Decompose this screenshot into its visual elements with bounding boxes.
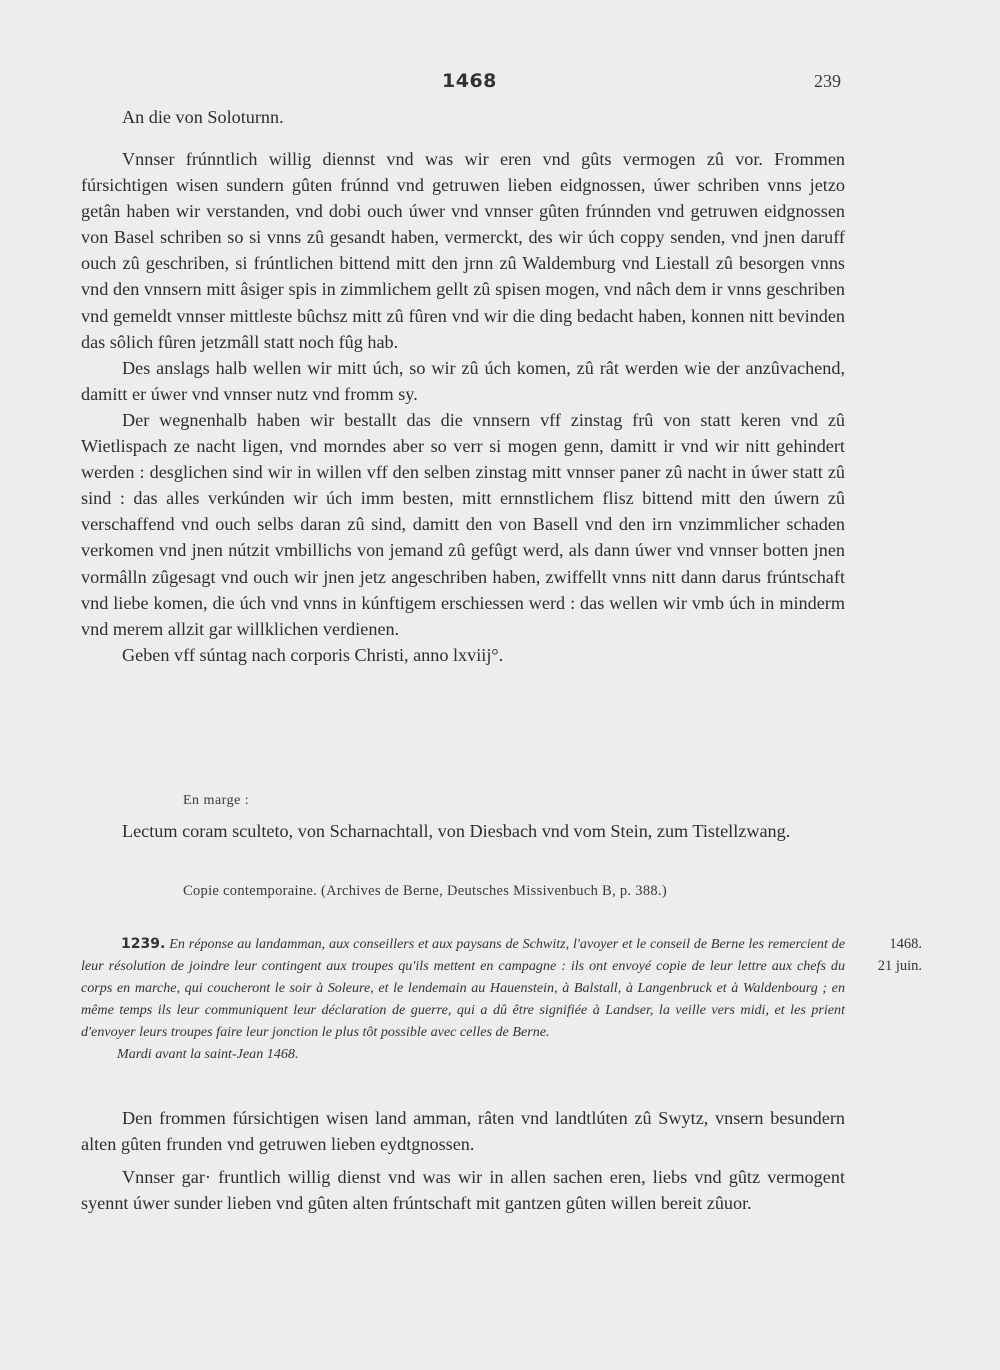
letter-paragraph: Vnnser frúnntlich willig diennst vnd was wir eren vnd gûts vermogen zû vor. Frommen fúrsichtigen wisen sundern gûten frúnnd vnd getruwen lieben eidgnossen, úwer schriben vnns jetzo getân haben wir verstanden, vnd dobi ouch úwer vnd vnnser gûten frúnnden vnd getruwen eidgnossen von Basel schriben so si vnns zû gesandt haben, vermerckt, des wir úch coppy senden, vnd jnen daruff ouch zû geschriben, si frúntlichen bittend mitt den jrnn zû Waldemburg vnd Liestall zû besorgen vnns vnd den vnnsern mitt âsiger spis in zimmlichem gellt zû spisen mogen, vnd nâch dem ir vnns geschriben vnd gemeldt vnnser mittleste bûchsz mitt zû fûren vnd wir die ding bedacht haben, konnen nitt bevinden das sôlich fûren jetzmâll statt noch fûg hab.	[81, 149, 845, 352]
letter-body	[81, 146, 845, 668]
marginal-year: 1468.	[889, 936, 922, 952]
document-opening	[81, 1164, 845, 1216]
opening-text: Vnnser gar· fruntlich willig dienst vnd was wir in allen sachen eren, liebs vnd gûtz vermogent syennt úwer sunder lieben vnd gûten alten frúntschaft mit gantzen gûten willen bereit zûuor.	[81, 1167, 845, 1214]
margin-text: Lectum coram sculteto, von Scharnachtall, von Diesbach vnd vom Stein, zum Tistellzwang.	[122, 821, 791, 841]
document-address	[81, 1105, 845, 1157]
letter-paragraph: Der wegnenhalb haben wir bestallt das die vnnsern vff zinstag frû von statt keren vnd zû Wietlispach ze nacht ligen, vnd morndes aber so verr si mogen genn, damitt ir vnd wir nitt gehindert werden : desglichen sind wir in willen vff den selben zinstag mitt vnnser paner zû nacht in úwer statt zû sind : das alles verkúnden wir úch imm besten, mitt ernnstlichem flisz bittend mitt den úwern zû verschaffend vnd ouch selbs daran zû sind, damitt den von Basell vnd den irn vnzimmlicher schaden verkomen vnd jnen nútzit vmbillichs von jemand zû gefûgt werd, als dann úwer vnd vnnser botten jnen vormâlln zûgesagt vnd ouch wir jnen jetz angeschriben haben, zwiffellt vnns nitt dann darus frúntschaft vnd liebe komen, die úch vnd vnns in kúnftigem erschiessen werd : das wellen wir vmb úch in minderm vnd merem allzit gar willklichen verdienen.	[81, 409, 845, 639]
running-head	[0, 66, 1000, 96]
letter-paragraph: Des anslags halb wellen wir mitt úch, so wir zû úch komen, zû rât werden wie der anzûvachend, damitt er úwer vnd vnnser nutz vnd fromm sy.	[81, 357, 845, 404]
letter-paragraph: Geben vff súntag nach corporis Christi, anno lxviij°.	[122, 644, 504, 665]
margin-note	[81, 818, 845, 844]
source-citation: Copie contemporaine. (Archives de Berne, Deutsches Missivenbuch B, p. 388.)	[183, 883, 667, 899]
marginal-date	[862, 933, 922, 977]
address-text: Den frommen fúrsichtigen wisen land amman, râten vnd landtlúten zû Swytz, vnsern besundern alten gûten frunden vnd getruwen lieben eydtgnossen.	[81, 1108, 845, 1155]
marginal-day: 21 juin.	[877, 958, 922, 974]
margin-label: En marge :	[183, 793, 250, 808]
letter-address: An die von Soloturnn.	[122, 107, 284, 127]
summary-date: Mardi avant la saint-Jean 1468.	[117, 1046, 299, 1062]
running-head-year: 1468	[442, 70, 497, 92]
summary-text: En réponse au landamman, aux conseillers et aux paysans de Schwitz, l'avoyer et le conseil de Berne les remercient de leur résolution de joindre leur contingent aux troupes qu'ils mettent en campagne : ils ont envoyé copie de leur lettre aux chefs du corps en marche, qui coucheront le soir à Soleure, et le lendemain au Hauenstein, à Balstall, à Langenbruck et à Waldenbourg ; en même temps ils leur communiquent leur déclaration de guerre, qui a dû être signifiée à Landser, la veille vers midi, et les prient d'envoyer leurs troupes faire leur jonction le plus tôt possible avec celles de Berne.	[81, 936, 845, 1040]
page-number: 239	[814, 71, 841, 91]
document-number: 1239.	[121, 936, 166, 952]
document-summary	[81, 933, 845, 1065]
